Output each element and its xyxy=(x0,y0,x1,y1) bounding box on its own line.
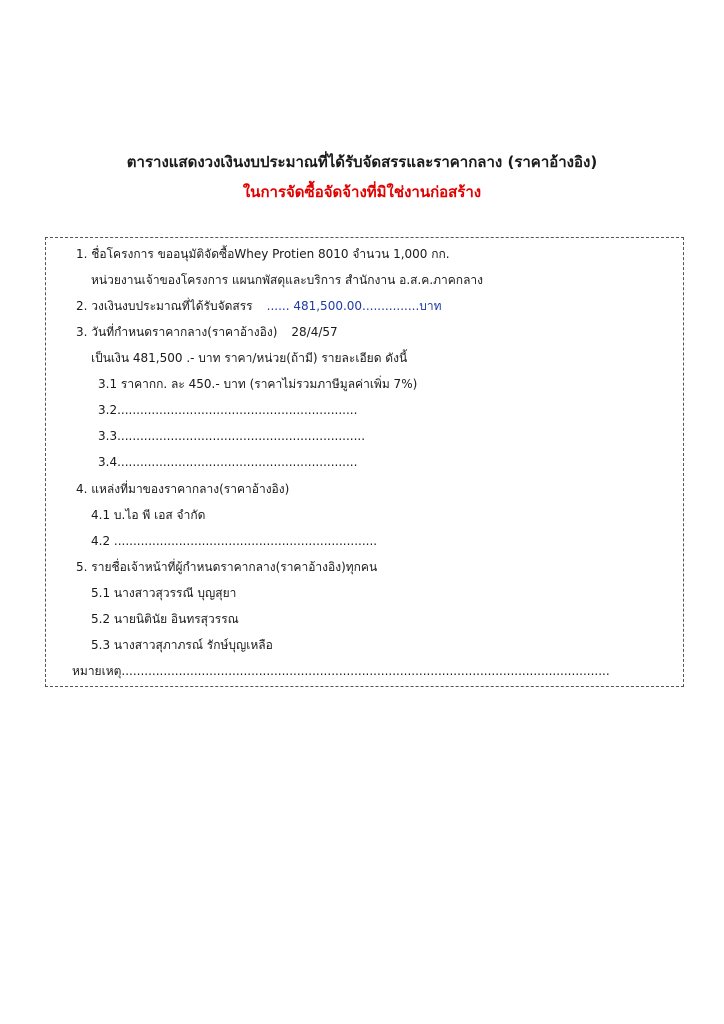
price-item-3-3: 3.3................................................................. xyxy=(98,429,366,443)
budget-label: 2. วงเงินงบประมาณที่ได้รับจัดสรร xyxy=(76,299,253,313)
remark: หมายเหตุ................................................................................................................................ xyxy=(72,664,610,678)
budget-row xyxy=(76,298,442,314)
budget-value: ...... 481,500.00...............บาท xyxy=(266,299,442,313)
info-box xyxy=(45,237,684,687)
source-item-4-1: 4.1 บ.ไอ พี เอส จำกัด xyxy=(91,508,206,522)
staff-item-5-2: 5.2 นายนิตินัย อินทรสุวรรณ xyxy=(91,612,239,626)
document-title: ตารางแสดงวงเงินงบประมาณที่ได้รับจัดสรรและราคากลาง (ราคาอ้างอิง) xyxy=(126,153,598,171)
document-subtitle: ในการจัดซื้อจัดจ้างที่มิใช่งานก่อสร้าง xyxy=(242,183,482,201)
reference-date-value: 28/4/57 xyxy=(291,325,338,339)
project-owner: หน่วยงานเจ้าของโครงการ แผนกพัสดุและบริการ สำนักงาน อ.ส.ค.ภาคกลาง xyxy=(91,273,484,287)
staff-label: 5. รายชื่อเจ้าหน้าที่ผู้กำหนดราคากลาง(ราคาอ้างอิง)ทุกคน xyxy=(76,560,378,574)
price-item-3-4: 3.4............................................................... xyxy=(98,455,358,469)
price-item-3-1: 3.1 ราคากก. ละ 450.- บาท (ราคาไม่รวมภาษีมูลค่าเพิ่ม 7%) xyxy=(98,377,418,391)
price-item-3-2: 3.2............................................................... xyxy=(98,403,358,417)
staff-item-5-1: 5.1 นางสาวสุวรรณี บุญสุยา xyxy=(91,586,237,600)
source-label: 4. แหล่งที่มาของราคากลาง(ราคาอ้างอิง) xyxy=(76,482,290,496)
source-item-4-2: 4.2 ..................................................................... xyxy=(91,534,378,548)
staff-item-5-3: 5.3 นางสาวสุภาภรณ์ รักษ์บุญเหลือ xyxy=(91,638,273,652)
reference-date-row xyxy=(76,324,338,340)
project-name: 1. ชื่อโครงการ ขออนุมัติจัดซื้อWhey Protien 8010 จำนวน 1,000 กก. xyxy=(76,247,450,261)
reference-date-label: 3. วันที่กำหนดราคากลาง(ราคาอ้างอิง) xyxy=(76,325,278,339)
reference-amount: เป็นเงิน 481,500 .- บาท ราคา/หน่วย(ถ้ามี) รายละเอียด ดังนี้ xyxy=(91,351,408,365)
